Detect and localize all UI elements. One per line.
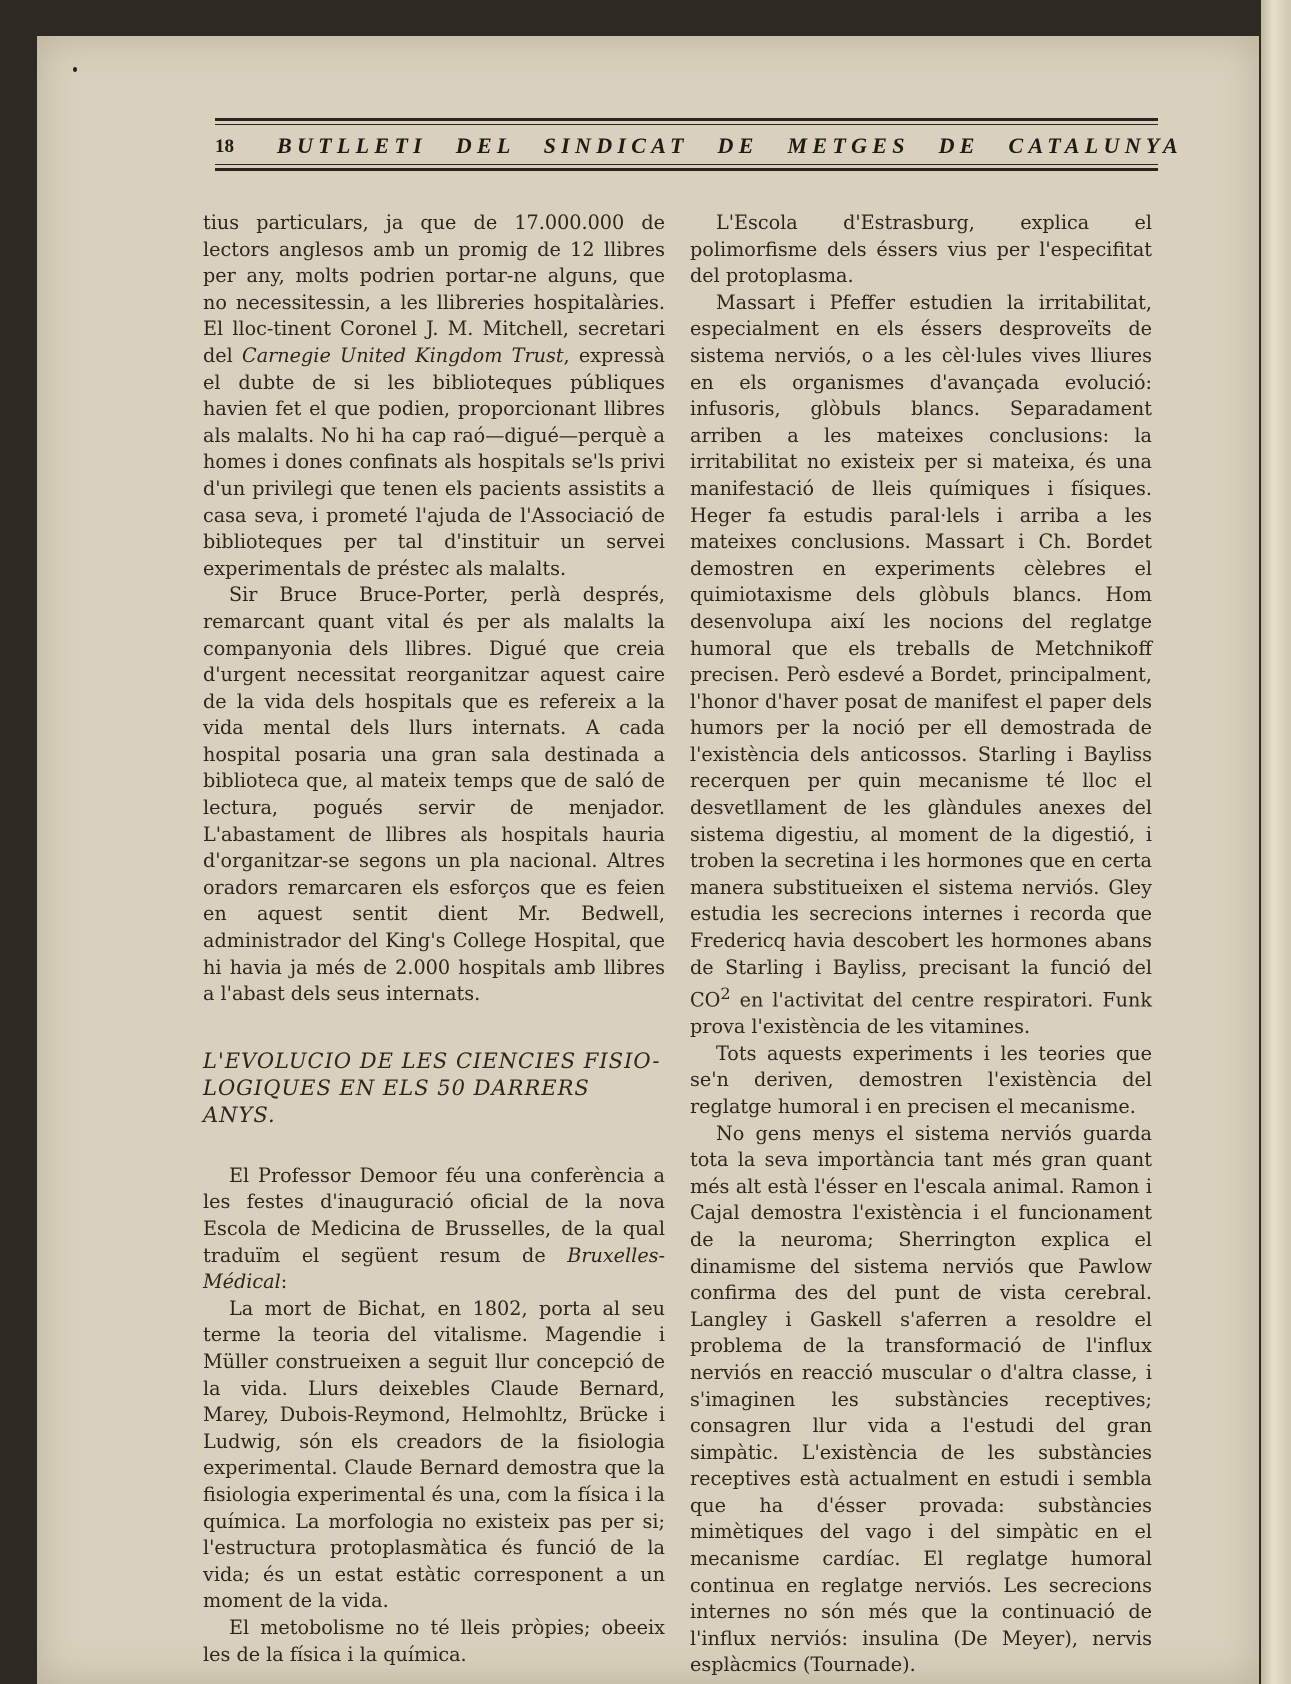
right-column xyxy=(690,210,1152,1679)
section-heading-line: L'EVOLUCIO DE LES CIENCIES FISIO- xyxy=(203,1048,661,1073)
header-rule-bottom-thin xyxy=(215,164,1158,165)
header-rule-top-thin xyxy=(215,124,1158,125)
paragraph xyxy=(203,1163,665,1296)
page-header xyxy=(215,118,1183,173)
text-run: Massart i Pfeffer estudien la irritabilitat, especialment en els éssers desproveïts de sistema nerviós, o a les cèl·lules vives lliures en els organismes d'avançada evolució: infusoris, glòbuls blancs. Separadament arriben a les mateixes conclusions: la irritabilitat no existeix per si mateixa, és una manifestació de lleis químiques i físiques. Heger fa estudis paral·lels i arriba a les mateixes conclusions. Massart i Ch. Bordet demostren en experiments cèlebres el quimiotaxisme dels glòbuls blancs. Hom desenvolupa així les nocions del reglatge humoral que els treballs de Metchnikoff precisen. Però esdevé a Bordet, principalment, l'honor d'haver posat de manifest el paper dels humors per la noció per ell demostrada de l'existència dels anticossos. Starling i Bayliss recerquen per quin mecanisme té lloc el desvetllament de les glàndules anexes del sistema digestiu, al moment de la digestió, i troben la secretina i les hormones que en certa manera substitueixen el sistema nerviós. Gley estudia les secrecions internes i recorda que Fredericq havia descobert les hormones abans de Starling i Bayliss, precisant la funció del CO xyxy=(690,290,1152,1012)
text-run: El Professor Demoor féu una conferència a les festes d'inauguració oficial de la nova Escola de Medicina de Brusselles, de la qual traduïm el següent resum de xyxy=(203,1163,665,1267)
ink-speck xyxy=(73,67,77,72)
journal-title: BUTLLETI DEL SINDICAT DE METGES DE CATALUNYA xyxy=(277,133,1183,158)
italic-title: Bruxelles-Médical xyxy=(203,1243,665,1294)
superscript: 2 xyxy=(720,984,731,1004)
paragraph: Sir Bruce Bruce-Porter, perlà després, remarcant quant vital és per als malalts la companyonia dels llibres. Digué que creia d'urgent necessitat reorganitzar aquest caire de la vida dels hospitals que es refereix a la vida mental dels llurs internats. A cada hospital posaria una gran sala destinada a biblioteca que, al mateix temps que de saló de lectura, pogués servir de menjador. L'abastament de llibres als hospitals hauria d'organitzar-se segons un pla nacional. Altres oradors remarcaren els esforços que es feien en aquest sentit dient Mr. Bedwell, administrador del King's College Hospital, que hi havia ja més de 2.000 hospitals amb llibres a l'abast dels seus internats. xyxy=(203,583,665,1006)
paragraph: La mort de Bichat, en 1802, porta al seu terme la teoria del vitalisme. Magendie i Müller construeixen a seguit llur concepció de la vida. Llurs deixebles Claude Bernard, Marey, Dubois-Reymond, Helmohltz, Brücke i Ludwig, són els creadors de la fisiologia experimental. Claude Bernard demostra que la fisiologia experimental és una, com la física i la química. La morfologia no existeix pas per si; l'estructura protoplasmàtica és funció de la vida; és un estat estàtic corresponent a un moment de la vida. xyxy=(203,1296,665,1613)
italic-title: Carnegie United Kingdom Trust xyxy=(242,343,564,367)
paragraph: No gens menys el sistema nerviós guarda tota la seva importància tant més gran quant més alt està l'ésser en l'escala animal. Ramon i Cajal demostra l'existència i el funcionament de la neuroma; Sherrington explica el dinamisme del sistema nerviós que Pawlow confirma des del punt de vista cerebral. Langley i Gaskell s'aferren a resoldre el problema de la transformació de l'influx nerviós en reacció muscular o d'altra classe, i s'imaginen les substàncies receptives; consagren llur vida a l'estudi del gran simpàtic. L'existència de les substàncies receptives està actualment en estudi i sembla que ha d'ésser provada: substàncies mimètiques del vago i del simpàtic en el mecanisme cardíac. El reglatge humoral continua en reglatge nerviós. Les secrecions internes no són més que la continuació de l'influx nerviós: insulina (De Meyer), nervis esplàcmics (Tournade). xyxy=(690,1121,1152,1677)
paragraph: L'Escola d'Estrasburg, explica el polimorfisme dels éssers vius per l'especifitat del protoplasma. xyxy=(690,211,1152,288)
text-run: , expressà el dubte de si les biblioteques públiques havien fet el que podien, proporcionant llibres als malalts. No hi ha cap raó—digué—perquè a homes i dones confinats als hospitals se'ls privi d'un privilegi que tenen els pacients assistits a casa seva, i prometé l'ajuda de l'Associació de biblioteques per tal d'instituir un servei experimentals de préstec als malalts. xyxy=(203,343,665,580)
paragraph xyxy=(203,210,665,582)
paragraph: Tots aquests experiments i les teories que se'n deriven, demostren l'existència del reglatge humoral i en precisen el mecanisme. xyxy=(690,1041,1152,1118)
text-run: tius particulars, ja que de 17.000.000 de lectors anglesos amb un promig de 12 llibres per any, molts podrien portar-ne alguns, que no necessitessin, a les llibreries hospitalàries. El lloc-tinent Coronel J. M. Mitchell, secretari del xyxy=(203,211,665,367)
section-heading-line: LOGIQUES EN ELS 50 DARRERS ANYS. xyxy=(203,1075,590,1127)
text-run: : xyxy=(280,1270,288,1294)
paragraph: El metobolisme no té lleis pròpies; obeeix les de la física i la química. xyxy=(203,1615,665,1666)
text-run: en l'activitat del centre respiratori. Funk prova l'existència de les vitamines. xyxy=(690,988,1152,1039)
page-edge xyxy=(1261,0,1291,1684)
header-rule-top xyxy=(215,118,1158,121)
paragraph xyxy=(690,290,1152,1041)
page-number: 18 xyxy=(215,136,234,157)
left-column xyxy=(203,210,665,1668)
section-heading xyxy=(203,1048,665,1129)
header-rule-bottom xyxy=(215,168,1158,171)
